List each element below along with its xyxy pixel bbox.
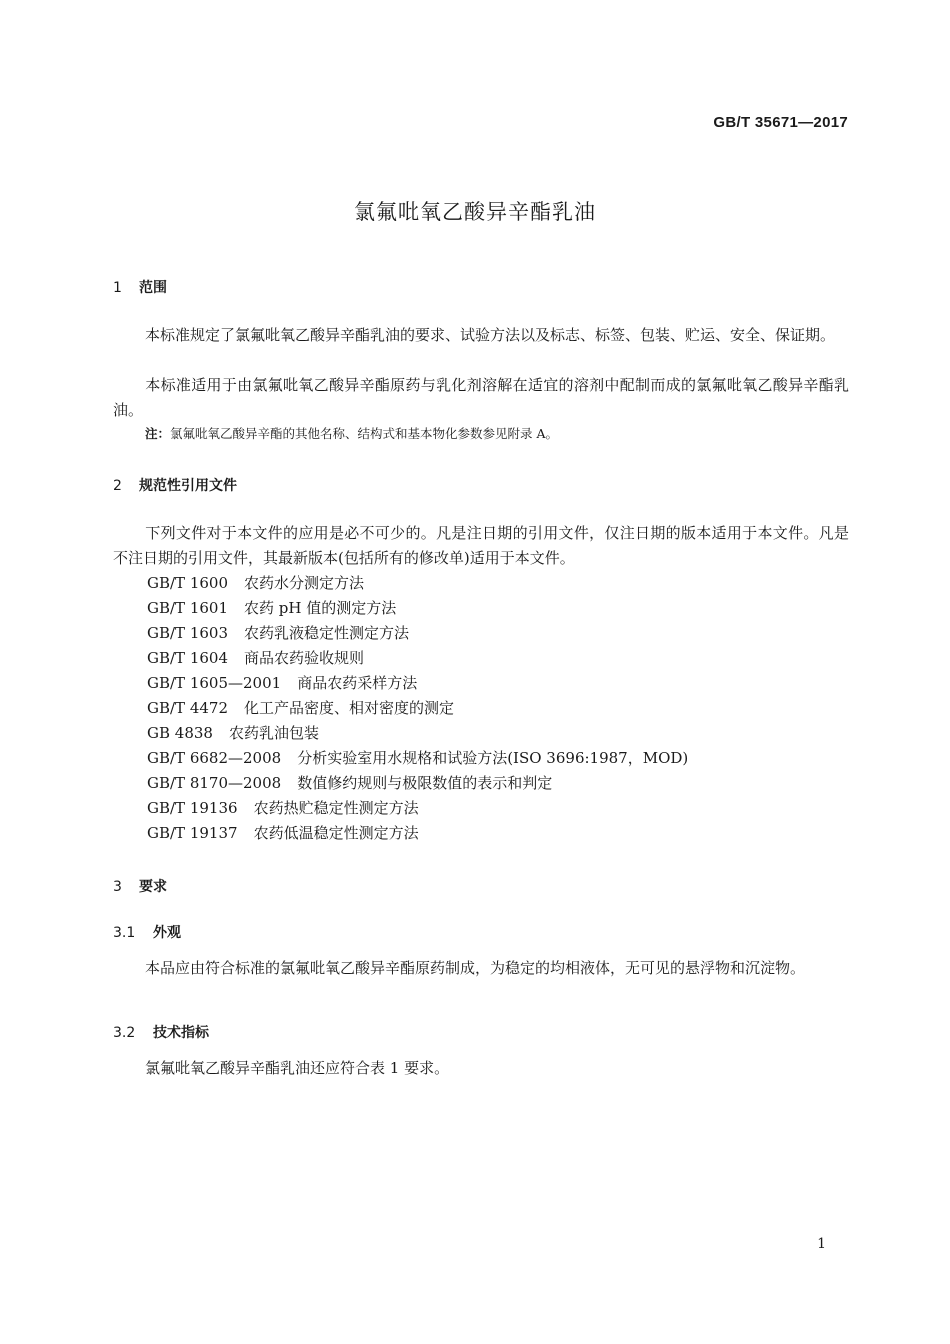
document-title: 氯氟吡氧乙酸异辛酯乳油 <box>354 200 596 224</box>
subsection-title: 外观 <box>153 925 181 941</box>
reference-code: GB 4838 <box>147 724 213 742</box>
reference-title: 商品农药验收规则 <box>244 649 365 667</box>
section-2-heading <box>113 475 237 495</box>
subsection-title: 技术指标 <box>153 1025 209 1041</box>
reference-code: GB/T 4472 <box>147 699 229 717</box>
reference-code: GB/T 1605—2001 <box>147 674 282 692</box>
paragraph-text: 本标准适用于由氯氟吡氧乙酸异辛酯原药与乳化剂溶解在适宜的溶剂中配制而成的氯氟吡氧乙酸异辛酯乳油。 <box>113 376 849 419</box>
section-number: 3 <box>113 879 122 895</box>
reference-code: GB/T 1601 <box>147 599 229 617</box>
note <box>145 425 849 443</box>
section-title: 范围 <box>139 280 167 296</box>
section-title: 要求 <box>139 879 167 895</box>
paragraph <box>113 521 849 571</box>
section-number: 1 <box>113 280 122 296</box>
reference-title: 农药乳液稳定性测定方法 <box>244 624 410 642</box>
subsection-3-1-heading <box>113 922 181 942</box>
reference-item <box>147 796 688 821</box>
reference-item <box>147 821 688 846</box>
reference-title: 农药 pH 值的测定方法 <box>244 599 397 617</box>
reference-title: 化工产品密度、相对密度的测定 <box>244 699 455 717</box>
subsection-number: 3.2 <box>113 1025 136 1041</box>
section-number: 2 <box>113 478 122 494</box>
page-number: 1 <box>817 1236 826 1252</box>
reference-item <box>147 721 688 746</box>
reference-code: GB/T 1603 <box>147 624 229 642</box>
standard-code: GB/T 35671—2017 <box>713 114 848 131</box>
paragraph-text: 本标准规定了氯氟吡氧乙酸异辛酯乳油的要求、试验方法以及标志、标签、包装、贮运、安全、保证期。 <box>145 326 836 344</box>
section-3-heading <box>113 876 167 896</box>
normative-references-list <box>147 571 688 846</box>
reference-code: GB/T 1604 <box>147 649 229 667</box>
note-text: 氯氟吡氧乙酸异辛酯的其他名称、结构式和基本物化参数参见附录 A。 <box>170 426 559 441</box>
reference-code: GB/T 8170—2008 <box>147 774 282 792</box>
reference-item <box>147 671 688 696</box>
reference-item <box>147 771 688 796</box>
paragraph-text: 下列文件对于本文件的应用是必不可少的。凡是注日期的引用文件，仅注日期的版本适用于本文件。凡是不注日期的引用文件，其最新版本(包括所有的修改单)适用于本文件。 <box>113 524 849 567</box>
paragraph-text: 氯氟吡氧乙酸异辛酯乳油还应符合表 1 要求。 <box>145 1059 450 1077</box>
reference-title: 商品农药采样方法 <box>297 674 418 692</box>
subsection-number: 3.1 <box>113 925 136 941</box>
reference-title: 农药低温稳定性测定方法 <box>253 824 419 842</box>
reference-code: GB/T 19137 <box>147 824 238 842</box>
reference-title: 农药水分测定方法 <box>244 574 365 592</box>
reference-item <box>147 746 688 771</box>
subsection-3-2-heading <box>113 1022 209 1042</box>
reference-item <box>147 596 688 621</box>
reference-code: GB/T 19136 <box>147 799 238 817</box>
paragraph <box>113 1056 849 1081</box>
section-title: 规范性引用文件 <box>139 478 237 494</box>
reference-code: GB/T 6682—2008 <box>147 749 282 767</box>
paragraph <box>113 323 849 348</box>
note-label: 注： <box>145 426 171 441</box>
reference-item <box>147 571 688 596</box>
reference-item <box>147 696 688 721</box>
reference-item <box>147 621 688 646</box>
section-1-heading <box>113 277 167 297</box>
reference-title: 数值修约规则与极限数值的表示和判定 <box>297 774 553 792</box>
reference-title: 农药乳油包装 <box>228 724 319 742</box>
paragraph <box>113 373 849 423</box>
reference-title: 农药热贮稳定性测定方法 <box>253 799 419 817</box>
paragraph <box>113 956 849 981</box>
reference-title: 分析实验室用水规格和试验方法(ISO 3696:1987，MOD) <box>297 749 689 767</box>
reference-item <box>147 646 688 671</box>
reference-code: GB/T 1600 <box>147 574 229 592</box>
paragraph-text: 本品应由符合标准的氯氟吡氧乙酸异辛酯原药制成，为稳定的均相液体，无可见的悬浮物和沉淀物。 <box>145 959 806 977</box>
